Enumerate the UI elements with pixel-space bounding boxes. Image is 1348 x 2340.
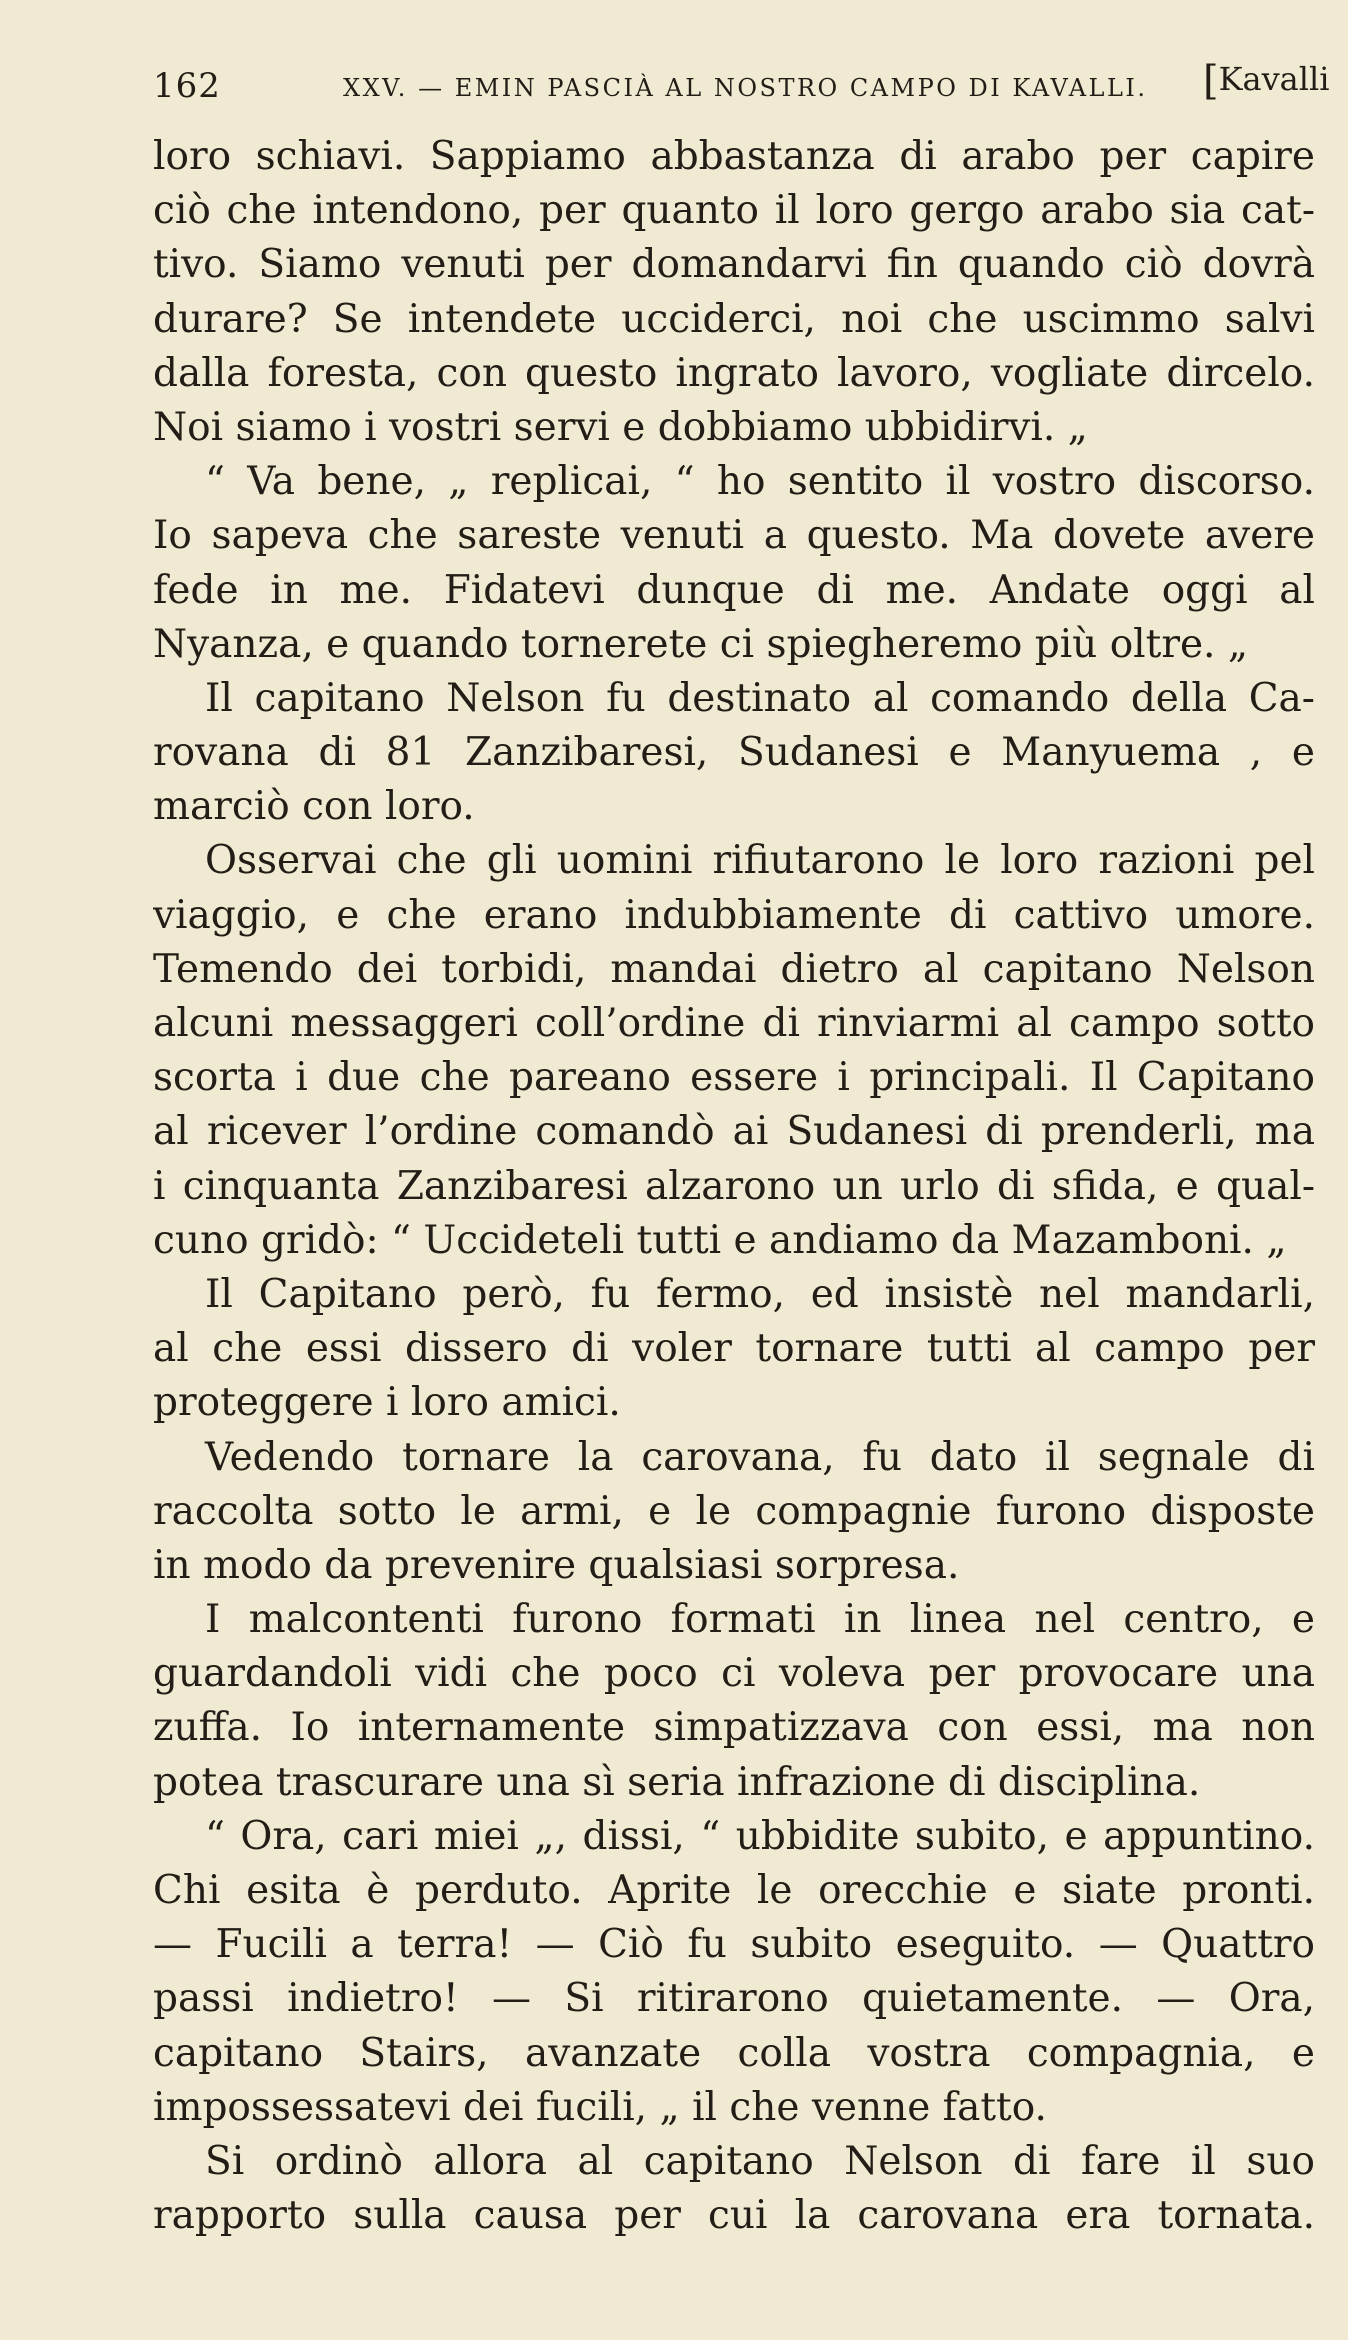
text-line: rapporto sulla causa per cui la carovana era tornata. — [153, 2193, 1315, 2239]
text-line: scorta i due che pareano essere i principali. Il Capitano — [153, 1055, 1315, 1101]
text-line: “ Ora, cari miei „, dissi, “ ubbidite subito, e appuntino. — [205, 1813, 1315, 1859]
text-line: Osservai che gli uomini rifiutarono le loro razioni pel — [205, 838, 1315, 884]
text-line: rovana di 81 Zanzibaresi, Sudanesi e Manyuema , e — [153, 730, 1315, 776]
text-line: al che essi dissero di voler tornare tutti al campo per — [153, 1326, 1315, 1372]
text-line: potea trascurare una sì seria infrazione di disciplina. — [153, 1759, 1201, 1805]
text-line: alcuni messaggeri coll’ordine di rinviarmi al campo sotto — [153, 1001, 1315, 1046]
text-line: marciò con loro. — [153, 784, 475, 830]
text-line: Il capitano Nelson fu destinato al comando della Ca- — [205, 675, 1315, 721]
text-line: viaggio, e che erano indubbiamente di cattivo umore. — [153, 892, 1315, 938]
text-line: tivo. Siamo venuti per domandarvi fin quando ciò dovrà — [153, 242, 1315, 288]
text-line: ciò che intendono, per quanto il loro gergo arabo sia cat- — [153, 188, 1315, 234]
text-line: Nyanza, e quando tornerete ci spiegheremo più oltre. „ — [153, 621, 1249, 667]
text-line: cuno gridò: “ Uccideteli tutti e andiamo da Mazamboni. „ — [153, 1217, 1287, 1263]
text-line: passi indietro! — Si ritirarono quietamente. — Ora, — [153, 1976, 1315, 2022]
text-line: Noi siamo i vostri servi e dobbiamo ubbidirvi. „ — [153, 404, 1088, 450]
text-line: capitano Stairs, avanzate colla vostra compagnia, e — [153, 2030, 1315, 2076]
text-line: impossessatevi dei fucili, „ il che venne fatto. — [153, 2084, 1047, 2130]
text-line: dalla foresta, con questo ingrato lavoro, vogliate dircelo. — [153, 350, 1315, 396]
text-line: in modo da prevenire qualsiasi sorpresa. — [153, 1542, 960, 1588]
text-line: al ricever l’ordine comandò ai Sudanesi di prenderli, ma — [153, 1109, 1315, 1155]
body-text — [153, 130, 1315, 2243]
text-line: Temendo dei torbidi, mandai dietro al capitano Nelson — [153, 946, 1315, 992]
page-number: 162 — [153, 66, 221, 106]
text-line: raccolta sotto le armi, e le compagnie furono disposte — [153, 1488, 1315, 1534]
text-line: loro schiavi. Sappiamo abbastanza di arabo per capire — [153, 134, 1315, 179]
header-place-label — [1203, 58, 1329, 104]
text-line: proteggere i loro amici. — [153, 1380, 621, 1426]
chapter-title: XXV. — EMIN PASCIÀ AL NOSTRO CAMPO DI KAVALLI. — [343, 74, 1148, 102]
text-line: Il Capitano però, fu fermo, ed insistè nel mandarli, — [205, 1271, 1315, 1317]
text-line: guardandoli vidi che poco ci voleva per provocare una — [153, 1651, 1315, 1697]
text-line: I malcontenti furono formati in linea nel centro, e — [205, 1597, 1315, 1643]
running-header — [153, 58, 1333, 118]
header-place: Kavalli — [1218, 60, 1330, 98]
text-line: i cinquanta Zanzibaresi alzarono un urlo di sfida, e qual- — [153, 1163, 1315, 1209]
text-line: durare? Se intendete ucciderci, noi che uscimmo salvi — [153, 296, 1315, 342]
text-line: Chi esita è perduto. Aprite le orecchie e siate pronti. — [153, 1868, 1315, 1913]
text-line: Vedendo tornare la carovana, fu dato il segnale di — [205, 1434, 1315, 1480]
text-line: Io sapeva che sareste venuti a questo. Ma dovete avere — [153, 513, 1315, 559]
header-bracket: [ — [1203, 58, 1219, 104]
text-line: zuffa. Io internamente simpatizzava con essi, ma non — [153, 1705, 1315, 1751]
text-line: — Fucili a terra! — Ciò fu subito eseguito. — Quattro — [153, 1922, 1315, 1968]
text-line: “ Va bene, „ replicai, “ ho sentito il vostro discorso. — [205, 459, 1315, 505]
text-line: Si ordinò allora al capitano Nelson di fare il suo — [205, 2138, 1315, 2184]
text-line: fede in me. Fidatevi dunque di me. Andate oggi al — [153, 567, 1315, 613]
